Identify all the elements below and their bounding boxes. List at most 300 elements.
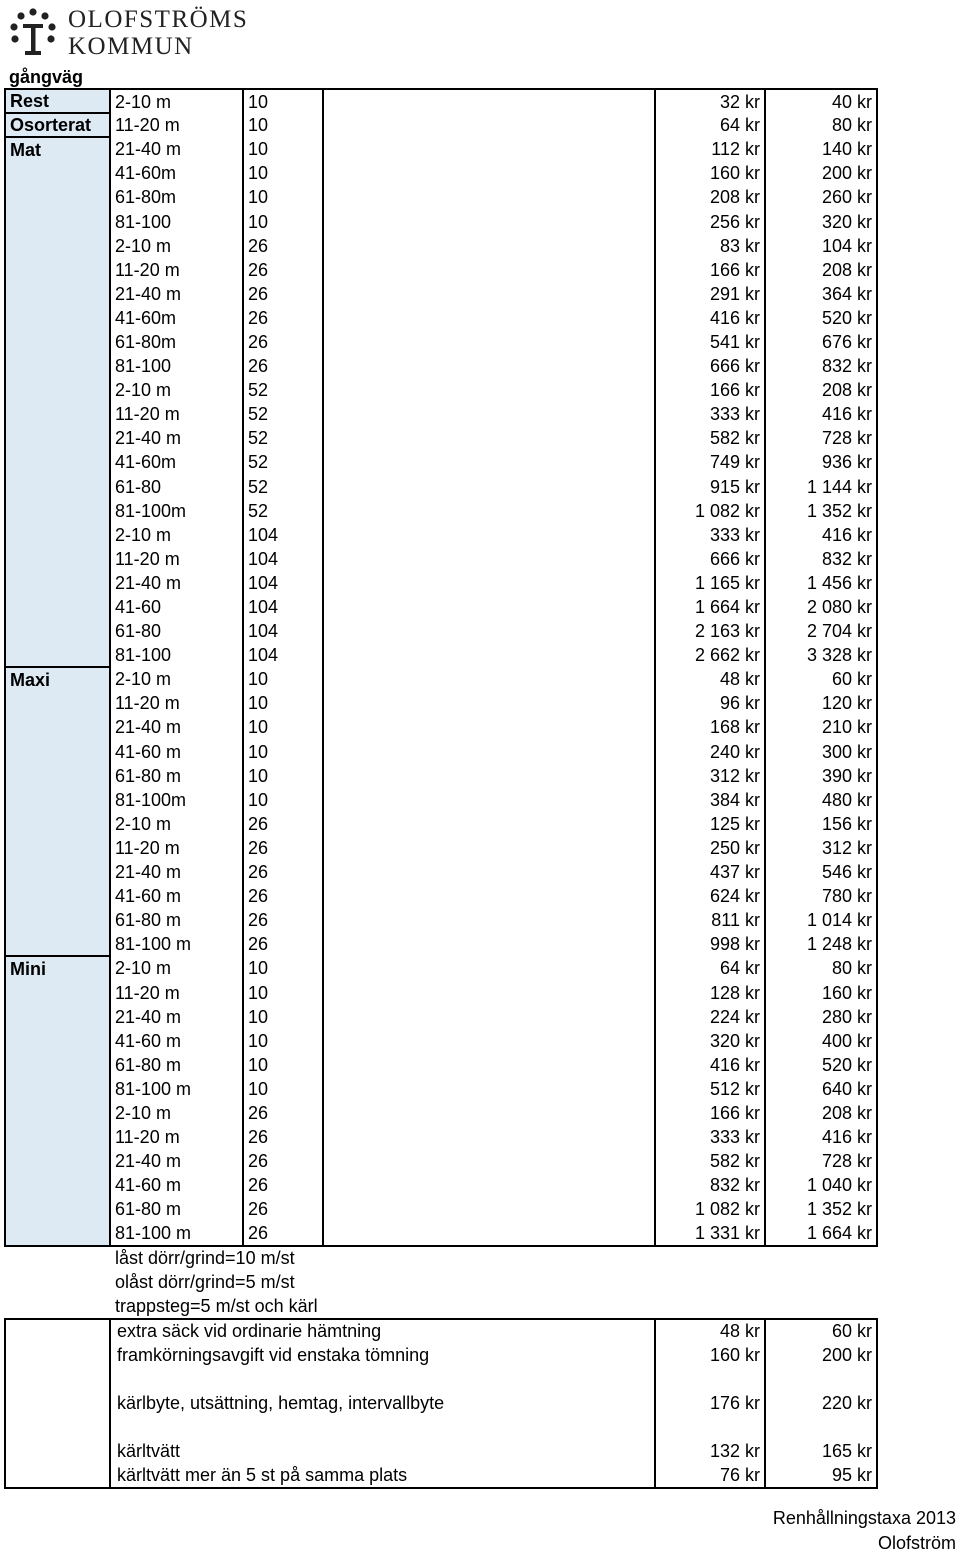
- price-cell: 416 kr: [655, 1053, 765, 1077]
- price-incl-vat-cell: 480 kr: [765, 788, 877, 812]
- price-incl-vat-cell: 1 014 kr: [765, 908, 877, 932]
- table-row: [5, 812, 877, 836]
- price-cell: 333 kr: [655, 1125, 765, 1149]
- category-cell: [5, 740, 110, 764]
- table-row: [5, 499, 877, 523]
- distance-cell: 61-80 m: [115, 910, 182, 931]
- empty-cell: [323, 426, 655, 450]
- table-row: [5, 571, 877, 595]
- quantity-cell: 10: [243, 113, 323, 137]
- category-cell: [5, 643, 110, 667]
- distance-cell: 81-100 m: [110, 1221, 243, 1245]
- municipality-logo: [6, 4, 276, 58]
- distance-cell: 2-10 m: [115, 235, 172, 256]
- table-row: [5, 137, 877, 161]
- price-cell: 32 kr: [655, 89, 765, 113]
- table-row: [5, 691, 877, 715]
- price-incl-vat-cell: 95 kr: [831, 1464, 872, 1485]
- category-cell: [5, 812, 110, 836]
- table-row: [5, 740, 877, 764]
- table-row: [5, 547, 877, 571]
- distance-cell: 11-20 m: [115, 548, 180, 569]
- price-cell: 333 kr: [655, 402, 765, 426]
- price-cell: 64 kr: [655, 113, 765, 137]
- distance-cell: 41-60m: [115, 163, 177, 184]
- quantity-cell: 26: [243, 1221, 323, 1245]
- distance-cell: 11-20 m: [115, 982, 180, 1003]
- quantity-cell: 52: [243, 426, 323, 450]
- quantity-cell: 10: [243, 137, 323, 161]
- quantity-cell: 10: [243, 209, 323, 233]
- price-incl-vat-cell: 260 kr: [765, 185, 877, 209]
- empty-cell: [323, 547, 655, 571]
- price-cell: 2 163 kr: [655, 619, 765, 643]
- price-cell: 2 662 kr: [655, 643, 765, 667]
- quantity-cell: 52: [243, 450, 323, 474]
- quantity-cell: 26: [243, 1125, 323, 1149]
- price-cell: 1 082 kr: [655, 499, 765, 523]
- price-incl-vat-cell: 60 kr: [831, 1321, 872, 1342]
- table-row: [5, 330, 877, 354]
- category-cell: [5, 980, 110, 1004]
- price-cell: 83 kr: [655, 234, 765, 258]
- price-cell: 96 kr: [655, 691, 765, 715]
- price-incl-vat-cell: 210 kr: [765, 715, 877, 739]
- category-cell: Osorterat: [5, 113, 110, 137]
- empty-cell: [323, 282, 655, 306]
- price-incl-vat-cell: 390 kr: [765, 764, 877, 788]
- price-cell: 811 kr: [655, 908, 765, 932]
- logo-mark-icon: [6, 6, 60, 58]
- price-incl-vat-cell: 2 080 kr: [765, 595, 877, 619]
- empty-cell: [323, 836, 655, 860]
- category-cell: [5, 402, 110, 426]
- price-incl-vat-cell: 364 kr: [765, 282, 877, 306]
- category-cell: [5, 571, 110, 595]
- price-cell: 832 kr: [655, 1173, 765, 1197]
- empty-cell: [323, 1053, 655, 1077]
- category-cell: [5, 282, 110, 306]
- price-cell: 320 kr: [655, 1029, 765, 1053]
- category-cell: [5, 860, 110, 884]
- note-row: [4, 1246, 654, 1270]
- price-incl-vat-cell: 160 kr: [765, 980, 877, 1004]
- quantity-cell: 26: [243, 908, 323, 932]
- category-cell: [5, 908, 110, 932]
- category-cell: [5, 1029, 110, 1053]
- price-cell: 666 kr: [655, 354, 765, 378]
- extras-table: [4, 1318, 878, 1489]
- price-incl-vat-cell: 520 kr: [765, 1053, 877, 1077]
- price-incl-vat-cell: 546 kr: [765, 860, 877, 884]
- quantity-cell: 26: [243, 812, 323, 836]
- quantity-cell: 104: [243, 643, 323, 667]
- empty-cell: [323, 1221, 655, 1245]
- distance-cell: 61-80m: [115, 331, 177, 352]
- category-cell: [5, 306, 110, 330]
- category-cell: [5, 234, 110, 258]
- price-cell: 176 kr: [655, 1391, 765, 1415]
- price-incl-vat-cell: 416 kr: [765, 1125, 877, 1149]
- table-row: [5, 475, 877, 499]
- price-cell: [655, 1415, 765, 1439]
- category-cell: [5, 788, 110, 812]
- price-cell: 132 kr: [655, 1439, 765, 1463]
- fee-label: kärltvätt mer än 5 st på samma plats: [110, 1464, 655, 1488]
- empty-cell: [323, 1173, 655, 1197]
- price-cell: 160 kr: [655, 1343, 765, 1367]
- empty-cell: [323, 691, 655, 715]
- category-cell: Mini: [5, 956, 110, 980]
- extra-fee-row: [5, 1391, 877, 1415]
- table-row: [5, 1173, 877, 1197]
- extra-fee-row: [5, 1343, 877, 1367]
- price-cell: 666 kr: [655, 547, 765, 571]
- category-cell: [5, 161, 110, 185]
- price-incl-vat-cell: 208 kr: [765, 1101, 877, 1125]
- empty-cell: [323, 788, 655, 812]
- empty-cell: [323, 378, 655, 402]
- distance-cell: 21-40 m: [115, 1151, 182, 1172]
- empty-cell: [323, 1029, 655, 1053]
- empty-cell: [323, 499, 655, 523]
- distance-cell: 2-10 m: [115, 669, 172, 690]
- empty-cell: [323, 956, 655, 980]
- price-incl-vat-cell: 640 kr: [765, 1077, 877, 1101]
- price-cell: 166 kr: [655, 1101, 765, 1125]
- category-cell: Rest: [5, 89, 110, 113]
- logo-text-line1: OLOFSTRÖMS: [68, 6, 249, 33]
- price-incl-vat-cell: 208 kr: [765, 378, 877, 402]
- price-incl-vat-cell: 1 248 kr: [765, 932, 877, 956]
- price-cell: 998 kr: [655, 932, 765, 956]
- distance-cell: 61-80 m: [115, 765, 182, 786]
- price-cell: 749 kr: [655, 450, 765, 474]
- note-text: låst dörr/grind=10 m/st: [115, 1247, 295, 1268]
- price-cell: 166 kr: [655, 378, 765, 402]
- distance-cell: 2-10 m: [115, 958, 172, 979]
- price-incl-vat-cell: 1 040 kr: [765, 1173, 877, 1197]
- quantity-cell: 104: [243, 571, 323, 595]
- fee-label: [110, 1415, 655, 1439]
- table-row: [5, 1077, 877, 1101]
- empty-cell: [323, 1005, 655, 1029]
- quantity-cell: 10: [243, 185, 323, 209]
- price-cell: 416 kr: [655, 306, 765, 330]
- price-incl-vat-cell: 832 kr: [765, 547, 877, 571]
- distance-cell: 2-10 m: [115, 524, 172, 545]
- price-cell: 224 kr: [655, 1005, 765, 1029]
- distance-cell: 61-80: [115, 621, 162, 642]
- empty-cell: [323, 1149, 655, 1173]
- empty-cell: [323, 932, 655, 956]
- price-incl-vat-cell: 220 kr: [821, 1392, 872, 1413]
- empty-cell: [4, 1246, 109, 1270]
- category-cell: [5, 932, 110, 956]
- quantity-cell: 26: [243, 354, 323, 378]
- table-row: [5, 788, 877, 812]
- price-cell: 333 kr: [655, 523, 765, 547]
- price-incl-vat-cell: 1 352 kr: [765, 1197, 877, 1221]
- quantity-cell: 10: [243, 89, 323, 113]
- table-row: [5, 836, 877, 860]
- table-row: [5, 378, 877, 402]
- table-row: [5, 161, 877, 185]
- empty-cell: [323, 137, 655, 161]
- distance-cell: 11-20 m: [115, 1127, 180, 1148]
- empty-cell: [5, 1343, 110, 1367]
- distance-cell: 61-80: [115, 476, 162, 497]
- empty-cell: [323, 475, 655, 499]
- distance-cell: 21-40 m: [115, 717, 182, 738]
- quantity-cell: 10: [243, 1005, 323, 1029]
- price-cell: 112 kr: [655, 137, 765, 161]
- category-cell: [5, 1077, 110, 1101]
- table-row: [5, 908, 877, 932]
- table-row: [5, 306, 877, 330]
- note-row: [4, 1270, 654, 1294]
- category-cell: [5, 258, 110, 282]
- logo-text-line2: KOMMUN: [68, 33, 194, 60]
- empty-cell: [323, 89, 655, 113]
- footer-title: Renhållningstaxa 2013: [772, 1508, 956, 1528]
- quantity-cell: 104: [243, 523, 323, 547]
- empty-cell: [323, 860, 655, 884]
- notes-table: [4, 1246, 654, 1318]
- price-incl-vat-cell: 40 kr: [765, 89, 877, 113]
- distance-cell: 81-100: [115, 211, 172, 232]
- quantity-cell: 26: [243, 860, 323, 884]
- category-cell: Mat: [5, 137, 110, 161]
- table-row: [5, 1005, 877, 1029]
- empty-cell: [323, 402, 655, 426]
- price-incl-vat-cell: 1 664 kr: [765, 1221, 877, 1245]
- distance-cell: 81-100m: [115, 789, 187, 810]
- price-cell: 582 kr: [655, 426, 765, 450]
- price-cell: 291 kr: [655, 282, 765, 306]
- quantity-cell: 26: [243, 884, 323, 908]
- price-incl-vat-cell: 2 704 kr: [765, 619, 877, 643]
- price-cell: 160 kr: [655, 161, 765, 185]
- table-row: [5, 1125, 877, 1149]
- table-row: [5, 1221, 877, 1245]
- table-row: [5, 595, 877, 619]
- table-row: [5, 1197, 877, 1221]
- price-incl-vat-cell: 156 kr: [765, 812, 877, 836]
- empty-cell: [323, 1077, 655, 1101]
- price-incl-vat-cell: 1 352 kr: [765, 499, 877, 523]
- price-cell: 48 kr: [655, 1319, 765, 1343]
- price-cell: 250 kr: [655, 836, 765, 860]
- quantity-cell: 52: [243, 378, 323, 402]
- distance-cell: 2-10 m: [115, 813, 172, 834]
- table-row: [5, 282, 877, 306]
- distance-cell: 41-60m: [115, 307, 177, 328]
- extra-fee-row: [5, 1319, 877, 1343]
- price-incl-vat-cell: 416 kr: [765, 402, 877, 426]
- quantity-cell: 104: [243, 619, 323, 643]
- price-incl-vat-cell: 832 kr: [765, 354, 877, 378]
- distance-cell: 41-60m: [115, 452, 177, 473]
- empty-cell: [323, 812, 655, 836]
- empty-cell: [323, 1197, 655, 1221]
- category-cell: [5, 209, 110, 233]
- price-cell: 1 331 kr: [655, 1221, 765, 1245]
- quantity-cell: 26: [243, 306, 323, 330]
- quantity-cell: 26: [243, 330, 323, 354]
- empty-cell: [323, 571, 655, 595]
- distance-cell: 41-60: [115, 597, 162, 618]
- empty-cell: [323, 330, 655, 354]
- table-row: [5, 932, 877, 956]
- price-cell: 208 kr: [655, 185, 765, 209]
- quantity-cell: 10: [243, 667, 323, 691]
- table-row: [5, 1101, 877, 1125]
- price-cell: 64 kr: [655, 956, 765, 980]
- category-cell: [5, 1101, 110, 1125]
- table-row: [5, 980, 877, 1004]
- price-incl-vat-cell: 416 kr: [765, 523, 877, 547]
- fee-label: kärlbyte, utsättning, hemtag, intervallbyte: [110, 1391, 655, 1415]
- price-cell: 312 kr: [655, 764, 765, 788]
- quantity-cell: 10: [243, 691, 323, 715]
- distance-cell: 11-20 m: [115, 837, 180, 858]
- category-cell: [5, 1197, 110, 1221]
- distance-cell: 2-10 m: [115, 1102, 172, 1123]
- category-cell: [5, 836, 110, 860]
- quantity-cell: 10: [243, 956, 323, 980]
- note-text: trappsteg=5 m/st och kärl: [115, 1295, 318, 1316]
- distance-cell: 2-10 m: [110, 89, 243, 113]
- price-incl-vat-cell: 200 kr: [821, 1344, 872, 1365]
- price-incl-vat-cell: 208 kr: [765, 258, 877, 282]
- table-row: [5, 643, 877, 667]
- category-cell: [5, 1053, 110, 1077]
- empty-cell: [323, 595, 655, 619]
- category-cell: [5, 1221, 110, 1245]
- quantity-cell: 26: [243, 1173, 323, 1197]
- price-incl-vat-cell: 120 kr: [765, 691, 877, 715]
- document-footer: [773, 1506, 956, 1556]
- price-incl-vat-cell: 312 kr: [765, 836, 877, 860]
- price-cell: [655, 1367, 765, 1391]
- quantity-cell: 26: [243, 836, 323, 860]
- price-cell: 48 kr: [655, 667, 765, 691]
- empty-cell: [4, 1294, 109, 1318]
- distance-cell: 81-100 m: [115, 934, 192, 955]
- quantity-cell: 10: [243, 1077, 323, 1101]
- quantity-cell: 26: [243, 932, 323, 956]
- distance-cell: 41-60 m: [115, 1175, 182, 1196]
- empty-cell: [323, 113, 655, 137]
- empty-cell: [323, 715, 655, 739]
- category-cell: [5, 499, 110, 523]
- distance-cell: 41-60 m: [115, 1030, 182, 1051]
- quantity-cell: 26: [243, 258, 323, 282]
- table-row: [5, 234, 877, 258]
- quantity-cell: 10: [243, 1053, 323, 1077]
- price-cell: 512 kr: [655, 1077, 765, 1101]
- distance-cell: 2-10 m: [115, 380, 172, 401]
- note-text: olåst dörr/grind=5 m/st: [115, 1271, 295, 1292]
- distance-cell: 41-60 m: [115, 886, 182, 907]
- quantity-cell: 26: [243, 282, 323, 306]
- fee-label: [110, 1367, 655, 1391]
- quantity-cell: 26: [243, 1149, 323, 1173]
- category-cell: [5, 764, 110, 788]
- empty-cell: [5, 1415, 110, 1439]
- price-incl-vat-cell: 200 kr: [765, 161, 877, 185]
- table-row: [5, 402, 877, 426]
- empty-cell: [323, 667, 655, 691]
- price-cell: 624 kr: [655, 884, 765, 908]
- price-incl-vat-cell: 676 kr: [765, 330, 877, 354]
- empty-cell: [323, 450, 655, 474]
- price-incl-vat-cell: 728 kr: [765, 426, 877, 450]
- table-row: [5, 956, 877, 980]
- category-cell: [5, 547, 110, 571]
- distance-cell: 81-100: [115, 356, 172, 377]
- price-incl-vat-cell: 280 kr: [765, 1005, 877, 1029]
- distance-cell: 21-40 m: [115, 572, 182, 593]
- extra-fee-row: [5, 1439, 877, 1463]
- distance-cell: 21-40 m: [115, 1006, 182, 1027]
- empty-cell: [323, 306, 655, 330]
- distance-cell: 61-80m: [115, 187, 177, 208]
- quantity-cell: 52: [243, 402, 323, 426]
- table-row: [5, 523, 877, 547]
- category-cell: [5, 1005, 110, 1029]
- quantity-cell: 52: [243, 499, 323, 523]
- table-row: [5, 715, 877, 739]
- category-cell: [5, 884, 110, 908]
- category-cell: [5, 1173, 110, 1197]
- price-cell: 437 kr: [655, 860, 765, 884]
- distance-cell: 81-100 m: [115, 1078, 192, 1099]
- price-incl-vat-cell: 3 328 kr: [765, 643, 877, 667]
- price-cell: 168 kr: [655, 715, 765, 739]
- empty-cell: [323, 619, 655, 643]
- price-cell: 166 kr: [655, 258, 765, 282]
- distance-cell: 61-80 m: [115, 1054, 182, 1075]
- empty-cell: [323, 884, 655, 908]
- price-cell: 1 082 kr: [655, 1197, 765, 1221]
- distance-cell: 81-100: [115, 645, 172, 666]
- empty-cell: [323, 908, 655, 932]
- distance-cell: 11-20 m: [115, 693, 180, 714]
- empty-cell: [323, 764, 655, 788]
- table-row: [5, 258, 877, 282]
- quantity-cell: 10: [243, 980, 323, 1004]
- price-cell: 256 kr: [655, 209, 765, 233]
- price-incl-vat-cell: [765, 1367, 877, 1391]
- price-cell: 384 kr: [655, 788, 765, 812]
- quantity-cell: 104: [243, 595, 323, 619]
- table-row: [5, 1149, 877, 1173]
- quantity-cell: 26: [243, 234, 323, 258]
- price-incl-vat-cell: 80 kr: [765, 113, 877, 137]
- table-row: [5, 89, 877, 113]
- fee-label: framkörningsavgift vid enstaka tömning: [110, 1343, 655, 1367]
- footer-municipality: Olofström: [877, 1533, 956, 1553]
- distance-cell: 21-40 m: [115, 139, 182, 160]
- empty-cell: [4, 1270, 109, 1294]
- table-row: [5, 113, 877, 137]
- fee-label: kärltvätt: [110, 1439, 655, 1463]
- empty-cell: [5, 1391, 110, 1415]
- extra-fee-row: [5, 1367, 877, 1391]
- distance-cell: 61-80 m: [115, 1199, 182, 1220]
